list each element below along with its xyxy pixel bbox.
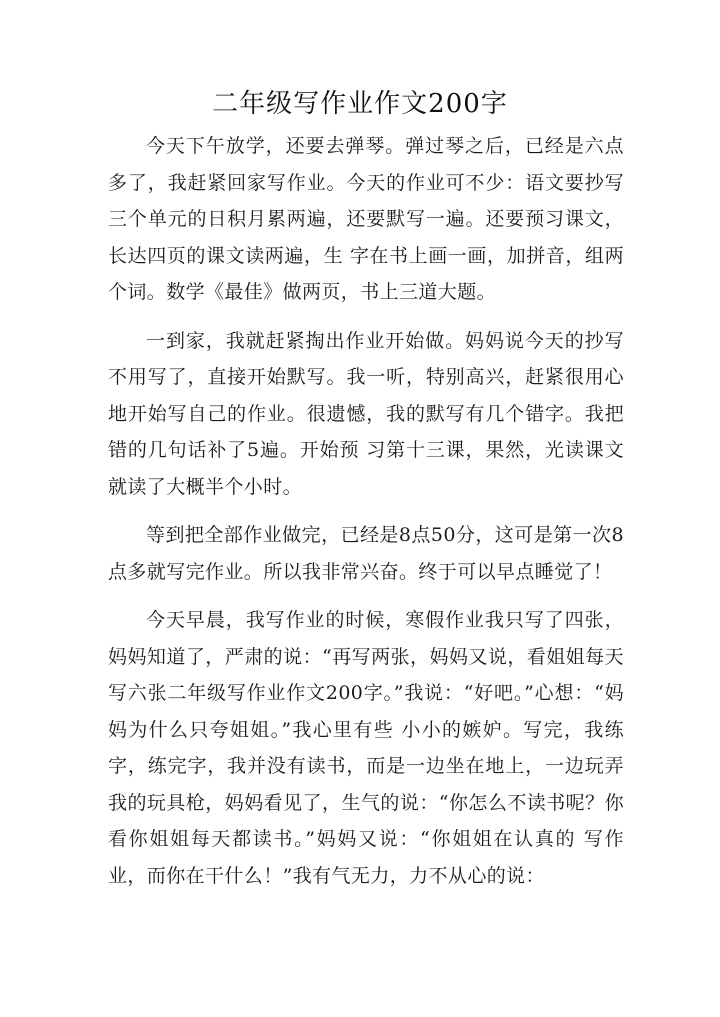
document-body [108,128,624,894]
paragraph-1: 今天下午放学，还要去弹琴。弹过琴之后，已经是六点多了，我赶紧回家写作业。今天的作业可不少：语文要抄写三个单元的日积月累两遍，还要默写一遍。还要预习课文，长达四页的课文读两遍，生 字在书上画一画，加拼音，组两个词。数学《最佳》做两页，书上三道大题。 [108,135,624,303]
paragraph-3: 等到把全部作业做完，已经是8点50分，这可是第一次8点多就写完作业。所以我非常兴奋。终于可以早点睡觉了！ [108,524,624,583]
document-title: 二年级写作业作文200字 [212,89,508,119]
paragraph-4: 今天早晨，我写作业的时候，寒假作业我只写了四张，妈妈知道了，严肃的说：“再写两张，妈妈又说，看姐姐每天写六张二年级写作业作文200字。”我说：“好吧。”心想：“妈妈为什么只夸姐姐。”我心里有些 小小的嫉妒。写完，我练字，练完字，我并没有读书，而是一边坐在地上，一边玩弄我的玩具枪，妈妈看见了，生气的说：“你怎么不读书呢？你看你姐姐每天都读书。”妈妈又说：“你姐姐在认真的 写作业，而你在干什么！”我有气无力，力不从心的说： [108,609,624,887]
paragraph-2: 一到家，我就赶紧掏出作业开始做。妈妈说今天的抄写不用写了，直接开始默写。我一听，特别高兴，赶紧很用心地开始写自己的作业。很遗憾，我的默写有几个错字。我把错的几句话补了5遍。开始预 习第十三课，果然，光读课文就读了大概半个小时。 [108,329,624,498]
